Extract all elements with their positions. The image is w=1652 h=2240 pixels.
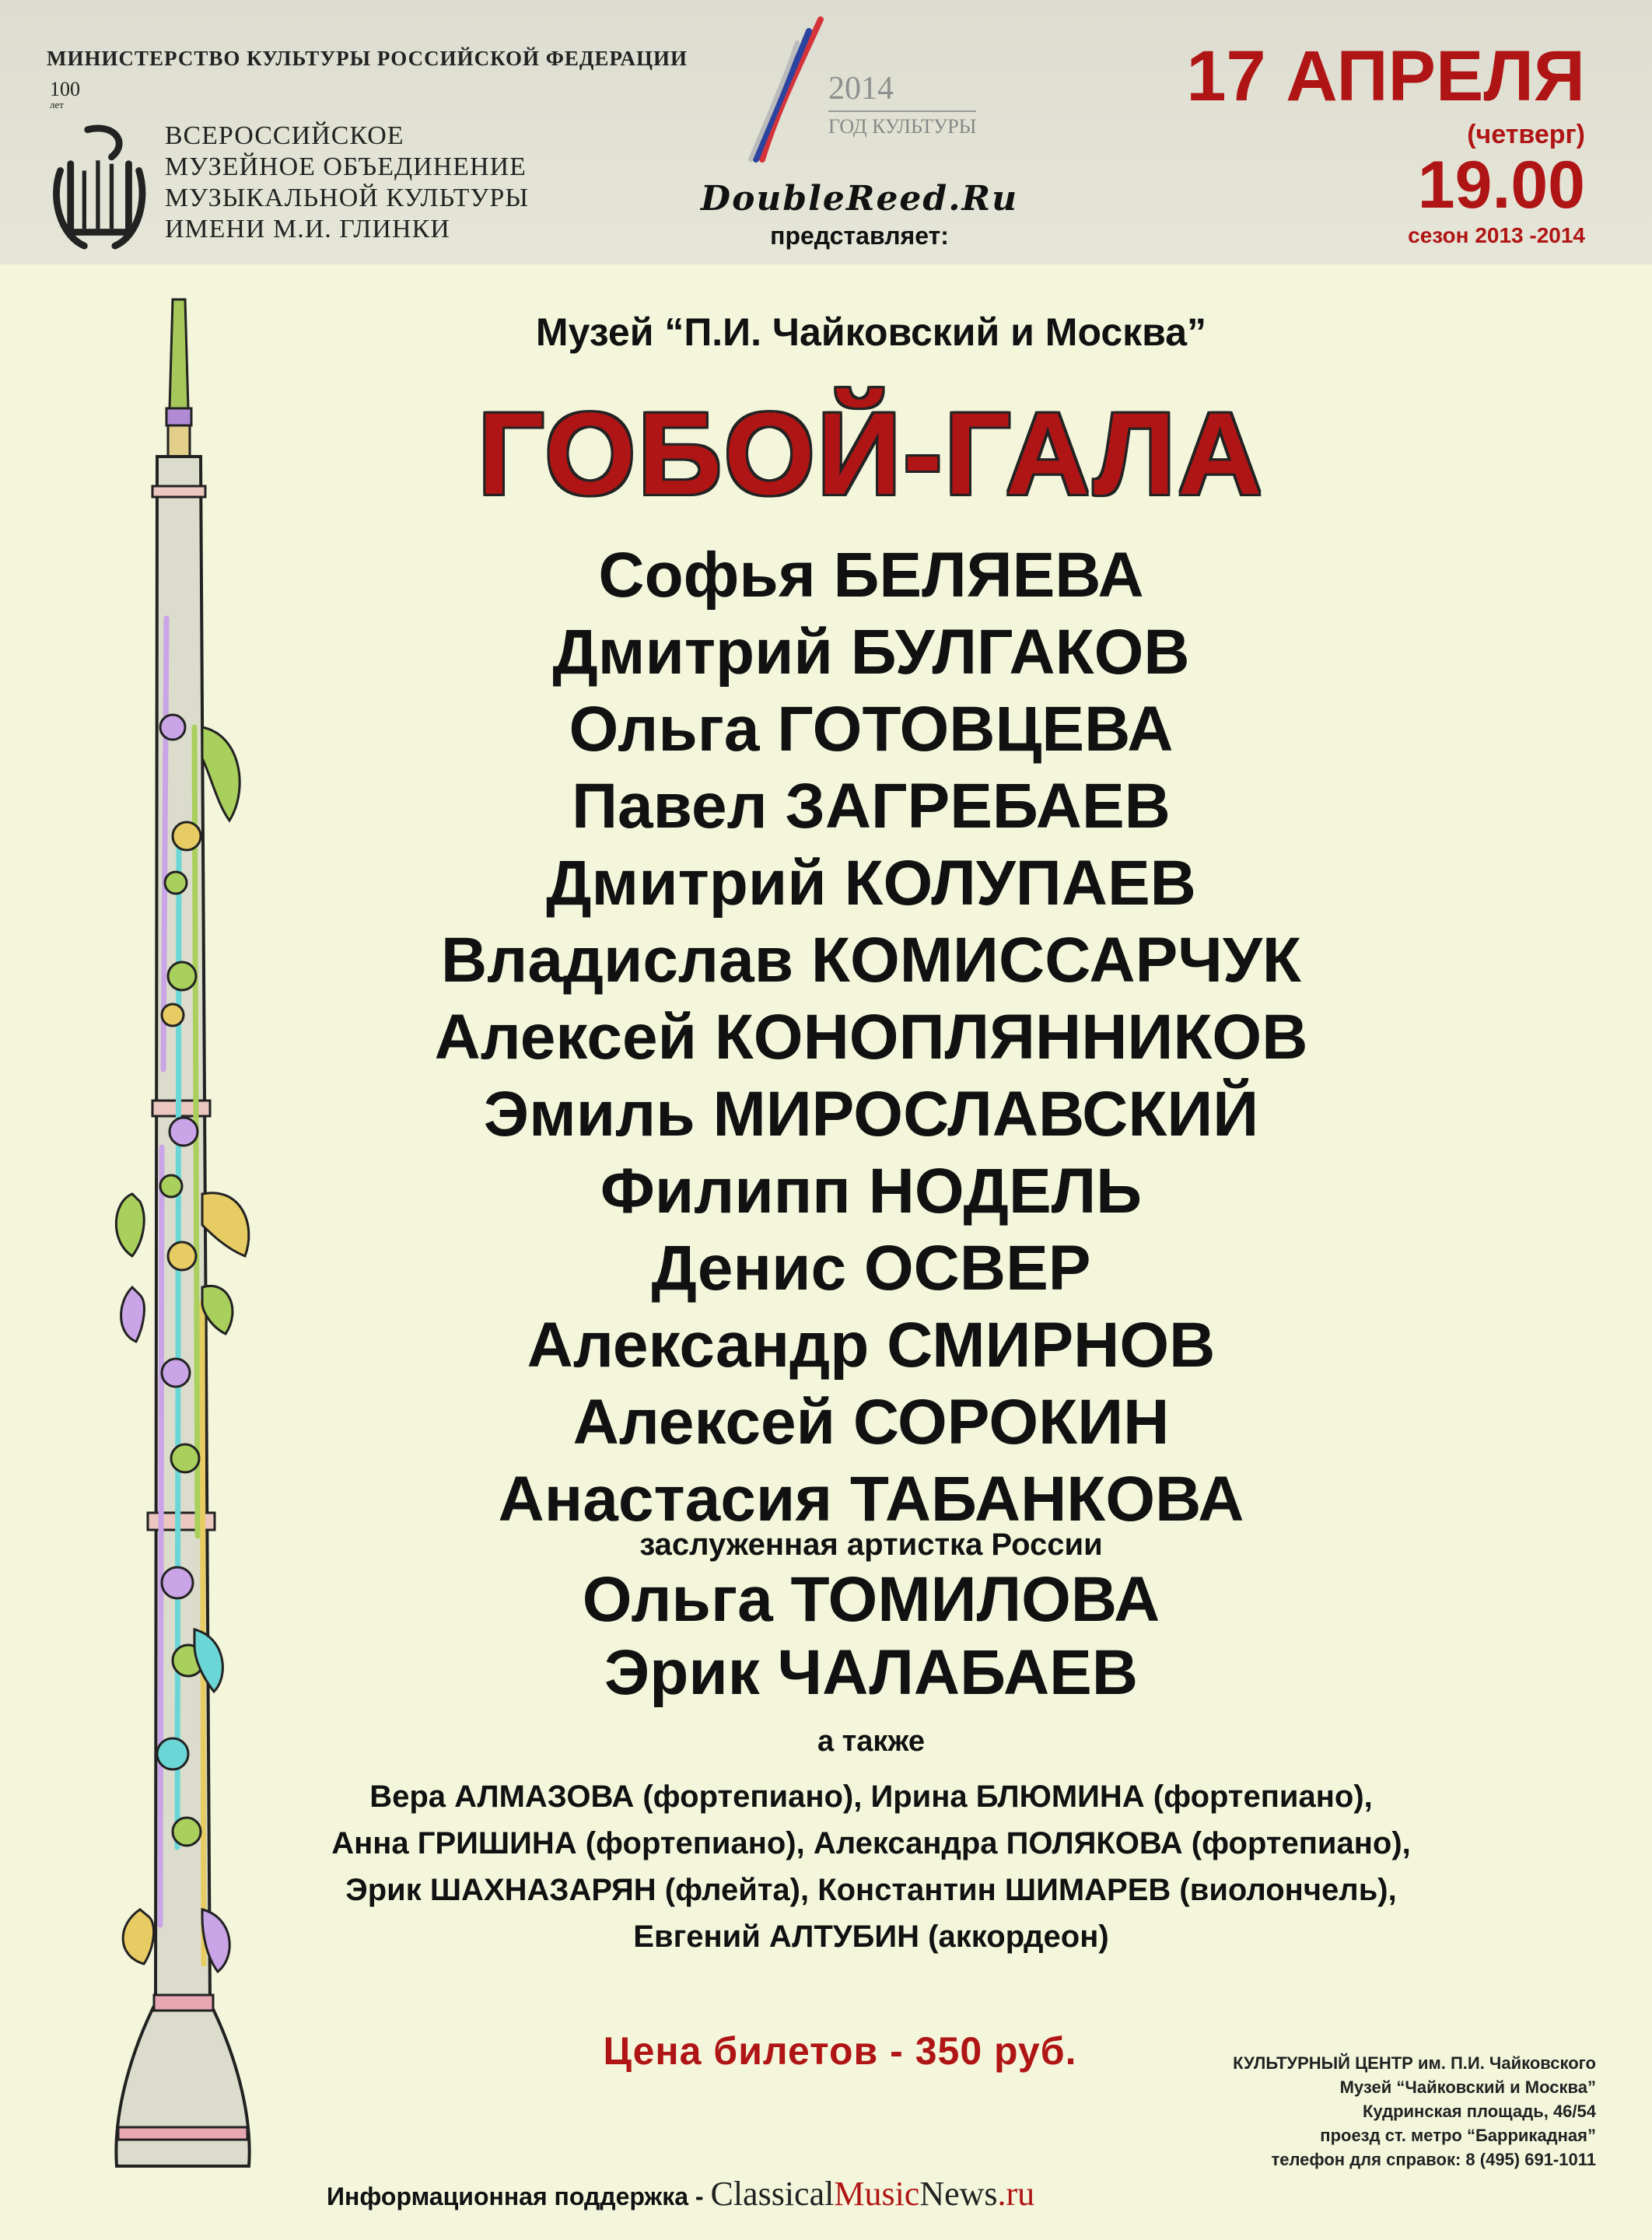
museum-name-line: МУЗЕЙНОЕ ОБЪЕДИНЕНИЕ	[164, 152, 527, 181]
performer-name: Ольга ГОТОВЦЕВА	[569, 694, 1174, 765]
info-support-label: Информационная поддержка -	[327, 2182, 704, 2210]
also-label: а также	[817, 1725, 926, 1758]
performer-name: Павел ЗАГРЕБАЕВ	[572, 771, 1171, 842]
ticket-price: Цена билетов - 350 руб.	[603, 2029, 1077, 2073]
venue-title: Музей “П.И. Чайковский и Москва”	[535, 310, 1207, 354]
classicalmusicnews-logo	[710, 2175, 1034, 2213]
museum-block	[47, 47, 688, 262]
flag-stripes-icon	[747, 16, 832, 163]
event-weekday: (четверг)	[1467, 120, 1585, 149]
ministry-label: МИНИСТЕРСТВО КУЛЬТУРЫ РОССИЙСКОЙ ФЕДЕРАЦИИ	[47, 47, 688, 70]
performer-name: Филипп НОДЕЛЬ	[600, 1156, 1143, 1227]
museum-name-line: МУЗЫКАЛЬНОЙ КУЛЬТУРЫ	[164, 184, 529, 212]
performer-name: Александр СМИРНОВ	[527, 1310, 1216, 1381]
main-title: ГОБОЙ-ГАЛА	[478, 388, 1265, 519]
contact-line: Кудринская площадь, 46/54	[1362, 2102, 1596, 2121]
date-time-block	[1186, 39, 1585, 248]
performer-name: Ольга ТОМИЛОВА	[582, 1564, 1160, 1635]
anniversary-mark	[50, 79, 80, 110]
performers-list	[249, 537, 1493, 1538]
performer-name: Денис ОСВЕР	[651, 1233, 1091, 1304]
year-of-culture-logo	[747, 16, 996, 163]
doublereed-logo: DoubleReed.Ru	[700, 179, 1019, 219]
accompanist-line: Вера АЛМАЗОВА (фортепиано), Ирина БЛЮМИНА (фортепиано),	[369, 1780, 1373, 1814]
anniversary-unit: лет	[50, 99, 64, 110]
museum-name	[165, 121, 529, 245]
museum-logo-row	[47, 78, 529, 262]
info-support	[327, 2174, 1034, 2214]
contact-line: телефон для справок: 8 (495) 691-1011	[1271, 2150, 1596, 2169]
performer-name: Алексей КОНОПЛЯННИКОВ	[434, 1002, 1308, 1073]
performer-name: Анастасия ТАБАНКОВА	[498, 1464, 1244, 1535]
accompanist-line: Евгений АЛТУБИН (аккордеон)	[633, 1920, 1109, 1954]
honored-title: заслуженная артистка России	[639, 1528, 1103, 1562]
honored-block	[249, 1526, 1493, 1710]
logo-part: News	[919, 2175, 998, 2213]
performer-name: Дмитрий БУЛГАКОВ	[552, 617, 1190, 688]
performer-name: Дмитрий КОЛУПАЕВ	[546, 848, 1196, 919]
contact-line: Музей “Чайковский и Москва”	[1339, 2077, 1596, 2097]
performer-name: Эмиль МИРОСЛАВСКИЙ	[483, 1079, 1259, 1150]
accompanists-block	[249, 1722, 1493, 1960]
presents-label: представляет:	[770, 222, 949, 250]
accompanist-line: Эрик ШАХНАЗАРЯН (флейта), Константин ШИМАРЕВ (виолончель),	[345, 1873, 1397, 1907]
anniversary-number: 100	[50, 78, 80, 100]
accompanist-line: Анна ГРИШИНА (фортепиано), Александра ПОЛЯКОВА (фортепиано),	[331, 1826, 1411, 1860]
logo-part: Classical	[710, 2175, 835, 2213]
logo-part: Music	[834, 2175, 920, 2213]
performer-name: Владислав КОМИССАРЧУК	[441, 925, 1301, 996]
year-of-culture-text: ГОД КУЛЬТУРЫ	[828, 110, 976, 138]
logo-part: .ru	[997, 2175, 1035, 2213]
performer-name: Алексей СОРОКИН	[572, 1387, 1170, 1458]
contacts-block	[1052, 2051, 1596, 2172]
lyre-emblem-icon	[47, 107, 149, 262]
presenter-block	[684, 179, 1034, 250]
performer-name: Софья БЕЛЯЕВА	[598, 540, 1144, 611]
year-of-culture-year: 2014	[828, 71, 894, 107]
contact-line: КУЛЬТУРНЫЙ ЦЕНТР им. П.И. Чайковского	[1233, 2053, 1596, 2073]
museum-name-line: ИМЕНИ М.И. ГЛИНКИ	[164, 215, 450, 243]
contact-line: проезд ст. метро “Баррикадная”	[1320, 2126, 1596, 2145]
performer-name: Эрик ЧАЛАБАЕВ	[604, 1637, 1139, 1708]
event-time: 19.00	[1417, 148, 1585, 222]
event-season: сезон 2013 -2014	[1408, 223, 1585, 247]
museum-name-line: ВСЕРОССИЙСКОЕ	[164, 121, 404, 150]
event-date: 17 АПРЕЛЯ	[1186, 37, 1585, 116]
